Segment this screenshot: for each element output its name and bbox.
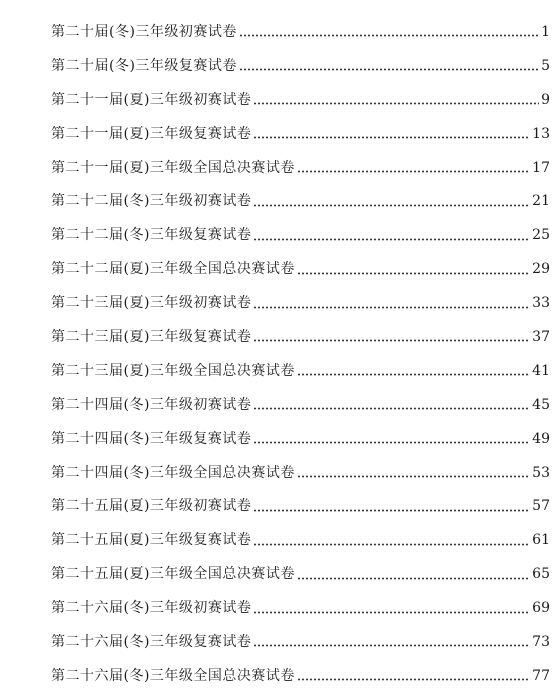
toc-entry-page: 45 bbox=[532, 396, 550, 413]
toc-entry[interactable] bbox=[0, 591, 560, 625]
toc-entry[interactable] bbox=[0, 354, 560, 388]
dot-leader bbox=[253, 441, 530, 444]
toc-entry-page: 41 bbox=[532, 362, 550, 379]
dot-leader bbox=[253, 611, 530, 614]
dot-leader bbox=[253, 339, 530, 342]
toc-entry[interactable] bbox=[0, 659, 560, 693]
toc-entry-title: 第二十三届(夏)三年级全国总决赛试卷 bbox=[51, 362, 295, 379]
toc-entry[interactable] bbox=[0, 252, 560, 286]
toc-entry-page: 21 bbox=[532, 193, 550, 210]
dot-leader bbox=[297, 678, 530, 681]
toc-entry[interactable] bbox=[0, 286, 560, 320]
toc-entry-page: 25 bbox=[532, 227, 550, 244]
toc-entry-page: 57 bbox=[532, 498, 550, 515]
toc-entry[interactable] bbox=[0, 218, 560, 252]
toc-entry[interactable] bbox=[0, 456, 560, 490]
toc-entry-page: 17 bbox=[532, 159, 550, 176]
dot-leader bbox=[297, 373, 530, 376]
table-of-contents bbox=[0, 15, 560, 693]
dot-leader bbox=[253, 102, 539, 105]
toc-entry-title: 第二十一届(夏)三年级复赛试卷 bbox=[51, 125, 252, 142]
toc-entry-page: 49 bbox=[532, 430, 550, 447]
toc-entry-title: 第二十六届(冬)三年级复赛试卷 bbox=[51, 633, 252, 650]
dot-leader bbox=[253, 407, 530, 410]
toc-entry-title: 第二十二届(冬)三年级初赛试卷 bbox=[51, 193, 252, 210]
toc-entry-title: 第二十一届(夏)三年级全国总决赛试卷 bbox=[51, 159, 295, 176]
toc-entry-title: 第二十五届(夏)三年级全国总决赛试卷 bbox=[51, 566, 295, 583]
toc-entry-title: 第二十届(冬)三年级复赛试卷 bbox=[51, 57, 237, 74]
dot-leader bbox=[253, 204, 530, 207]
toc-entry-page: 65 bbox=[532, 566, 550, 583]
toc-entry-title: 第二十六届(冬)三年级初赛试卷 bbox=[51, 600, 252, 617]
toc-entry-page: 37 bbox=[532, 328, 550, 345]
toc-entry[interactable] bbox=[0, 422, 560, 456]
toc-entry[interactable] bbox=[0, 320, 560, 354]
dot-leader bbox=[297, 475, 530, 478]
toc-entry-title: 第二十四届(冬)三年级全国总决赛试卷 bbox=[51, 464, 295, 481]
dot-leader bbox=[253, 543, 530, 546]
dot-leader bbox=[297, 577, 530, 580]
toc-entry-title: 第二十六届(冬)三年级全国总决赛试卷 bbox=[51, 667, 295, 684]
toc-entry-title: 第二十三届(夏)三年级复赛试卷 bbox=[51, 328, 252, 345]
toc-entry[interactable] bbox=[0, 489, 560, 523]
toc-entry-title: 第二十四届(冬)三年级复赛试卷 bbox=[51, 430, 252, 447]
dot-leader bbox=[253, 509, 530, 512]
toc-entry-page: 9 bbox=[541, 91, 550, 108]
toc-entry-title: 第二十五届(夏)三年级初赛试卷 bbox=[51, 498, 252, 515]
dot-leader bbox=[297, 170, 530, 173]
toc-entry[interactable] bbox=[0, 523, 560, 557]
dot-leader bbox=[253, 136, 530, 139]
toc-entry-page: 77 bbox=[532, 667, 550, 684]
dot-leader bbox=[253, 306, 530, 309]
toc-entry[interactable] bbox=[0, 83, 560, 117]
toc-entry-page: 53 bbox=[532, 464, 550, 481]
toc-entry-title: 第二十届(冬)三年级初赛试卷 bbox=[51, 23, 237, 40]
toc-entry-title: 第二十一届(夏)三年级初赛试卷 bbox=[51, 91, 252, 108]
toc-entry-title: 第二十五届(夏)三年级复赛试卷 bbox=[51, 532, 252, 549]
toc-entry-page: 33 bbox=[532, 295, 550, 312]
toc-entry-title: 第二十二届(冬)三年级复赛试卷 bbox=[51, 227, 252, 244]
toc-entry-page: 1 bbox=[541, 23, 550, 40]
dot-leader bbox=[253, 238, 530, 241]
dot-leader bbox=[239, 68, 539, 71]
toc-entry[interactable] bbox=[0, 388, 560, 422]
toc-entry[interactable] bbox=[0, 151, 560, 185]
toc-entry[interactable] bbox=[0, 184, 560, 218]
toc-entry-title: 第二十四届(冬)三年级初赛试卷 bbox=[51, 396, 252, 413]
dot-leader bbox=[239, 34, 539, 37]
toc-entry[interactable] bbox=[0, 557, 560, 591]
toc-entry[interactable] bbox=[0, 625, 560, 659]
dot-leader bbox=[253, 644, 530, 647]
toc-entry-page: 61 bbox=[532, 532, 550, 549]
toc-entry[interactable] bbox=[0, 15, 560, 49]
toc-entry-page: 73 bbox=[532, 633, 550, 650]
dot-leader bbox=[297, 272, 530, 275]
toc-entry-page: 5 bbox=[541, 57, 550, 74]
toc-entry[interactable] bbox=[0, 117, 560, 151]
toc-entry[interactable] bbox=[0, 49, 560, 83]
toc-entry-page: 13 bbox=[532, 125, 550, 142]
toc-entry-page: 29 bbox=[532, 261, 550, 278]
toc-entry-title: 第二十三届(夏)三年级初赛试卷 bbox=[51, 295, 252, 312]
toc-entry-title: 第二十二届(夏)三年级全国总决赛试卷 bbox=[51, 261, 295, 278]
toc-entry-page: 69 bbox=[532, 600, 550, 617]
